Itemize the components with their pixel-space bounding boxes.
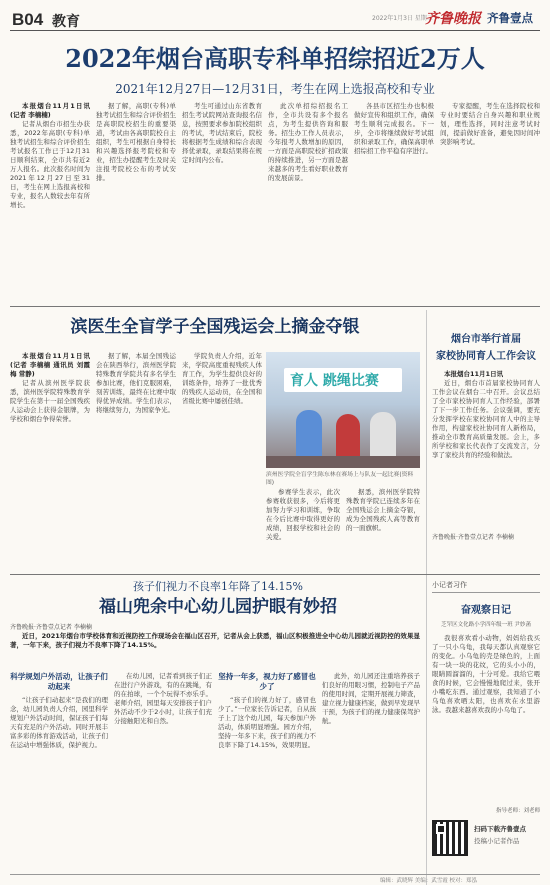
sports-text-2: 据了解，本届全国残运会在陕西举行，滨州医学院特殊教育学院共有多名学生参加比赛，他们克服困难，刻苦训练，最终在比赛中取得优异成绩。学生们表示，将继续努力，为国家争光。	[96, 352, 176, 414]
lead-column-3	[182, 102, 262, 300]
qr-label-2: 投稿小记者作品	[474, 837, 520, 845]
kids-text-4-body: 此外，幼儿园还注重培养孩子们良好的用眼习惯，控制电子产品的使用时间，定期开展视力筛查，建立视力健康档案，做到早发现早干预，为孩子们的视力健康保驾护航。	[322, 672, 420, 725]
sports-byline: 本报烟台11月1日讯(记者 李楠楠 通讯员 刘霞梅 常静)	[10, 352, 90, 378]
lead-byline: 本报烟台11月1日讯(记者 李楠楠)	[10, 102, 90, 119]
mid-divider	[10, 574, 540, 575]
masthead	[0, 0, 550, 30]
lead-column-6	[440, 102, 540, 300]
lead-text-5: 各县市区招生办也积极做好宣传和组织工作，确保考生顺利完成报名。下一步，全市将继续做好考试组织和录取工作，确保高职单招综招工作平稳有序进行。	[354, 102, 434, 155]
kids-headline: 福山兜余中心幼儿园护眼有妙招	[99, 597, 337, 617]
sidebar-signature: 齐鲁晚报·齐鲁壹点记者 李楠楠	[432, 534, 514, 541]
kids-column-2	[114, 672, 212, 872]
qr-corner	[436, 824, 446, 834]
photo-caption: 滨州医学院全盲学生陈东林在赛场上与队友一起比赛(资料图)	[266, 472, 414, 486]
mini-section	[432, 580, 540, 870]
qr-label-1: 扫码下载齐鲁壹点	[474, 825, 526, 833]
sidebar-headline-1: 烟台市举行首届	[451, 334, 521, 345]
mini-text	[432, 634, 540, 804]
kids-text-3	[218, 696, 316, 870]
footer-credits: 编辑：武晓辉 美编：武雪霞 校对：郑泓	[380, 878, 477, 884]
date-line: 2022年1月3日 星期二	[372, 15, 433, 22]
kids-pull-quote: 孩子们视力不良率1年降了14.15%	[133, 580, 303, 593]
sports-headline: 滨医生全盲学子全国残运会上摘金夺银	[70, 317, 360, 337]
brand-sub: 齐鲁壹点	[487, 11, 533, 25]
kids-column-3	[218, 672, 316, 872]
lead-text-3: 考生可通过山东省教育招生考试院网站查询报名信息，按照要求参加院校组织的考试，考试结束后，院校将根据考生成绩和综合表现择优录取，录取结果将在规定时间内公布。	[182, 102, 262, 164]
photo-floor	[266, 456, 420, 468]
mini-headline: 奋观察日记	[461, 605, 511, 616]
lead-column-4	[268, 102, 348, 300]
lead-text-1: 记者从烟台市招生办获悉，2022年高职(专科)单独考试招生和综合评价招生考试报名工作已于12月31日顺利结束，全市共有近2万人报名。此次报名时间为2021年12月27日至31日，考生在网上选报高校和专业，报名人数较去年有所增长。	[10, 120, 90, 209]
qr-code[interactable]	[432, 820, 468, 856]
sidebar-text	[432, 370, 540, 528]
sports-text-3: 学院负责人介绍，近年来，学院高度重视残疾人体育工作，为学生提供良好的训练条件，培养了一批优秀的残疾人运动员，在全国和省级比赛中屡创佳绩。	[182, 352, 262, 405]
sports-column-5	[346, 488, 420, 570]
mini-title: 小记者习作	[432, 580, 540, 593]
kids-lead-text: 近日，2021年烟台市学校体育和近视防控工作现场会在福山区召开，记者从会上获悉，福山区积极推进全中心幼儿园就近视防控的效果显著，一年下来，孩子们视力不良率下降了14.15%。	[10, 632, 420, 649]
lead-column-1	[10, 102, 90, 300]
page-code: B04	[12, 10, 44, 29]
kids-subhead-2: 坚持一年多，视力好了感冒也少了	[218, 672, 316, 691]
kids-subhead-1: 科学规划户外活动，让孩子们动起来	[10, 672, 108, 691]
sports-text-5: 据悉，滨州医学院特殊教育学院已连续多年在全国残运会上摘金夺银，成为全国残疾人高等教育的一面旗帜。	[346, 488, 420, 532]
kids-lead	[10, 632, 420, 668]
section-divider	[10, 306, 540, 307]
lead-subhead: 2021年12月27日—12月31日，考生在网上选报高校和专业	[115, 82, 435, 96]
mini-body: 我很喜欢看小动物，妈妈给我买了一只小乌龟，我每天都认真观察它的变化。小乌龟的壳是绿色的，上面有一块一块的花纹，它的头小小的，眼睛圆溜溜的，十分可爱。我给它喂食的时候，它会慢慢地爬过来，张开小嘴吃东西。通过观察，我知道了小乌龟喜欢晒太阳，也喜欢在水里游泳。我越来越喜欢我的小乌龟了。	[432, 634, 540, 714]
sidebar-box	[432, 330, 540, 570]
mini-byline: 芝罘区文化路小学四年级一班 尹妙菡	[441, 622, 531, 628]
lead-text-4: 此次单招综招报名工作，全市共设有多个报名点，为考生提供咨询和服务。招生办工作人员表示，今年报考人数增加的原因，一方面是高职院校扩招政策的持续推进，另一方面是越来越多的考生看好职业教育的发展前景。	[268, 102, 348, 182]
sports-column-2	[96, 352, 176, 570]
lead-column-2	[96, 102, 176, 300]
masthead-divider	[10, 30, 540, 31]
kids-text-1	[10, 696, 108, 870]
sports-text-1: 记者从滨州医学院获悉，滨州医学院特殊教育学院学生在第十一届全国残疾人运动会上获得金银牌，为学校和烟台争得荣誉。	[10, 379, 90, 423]
kids-byline: 齐鲁晚报·齐鲁壹点记者 李楠楠	[10, 624, 92, 631]
kids-column-4	[322, 672, 420, 872]
kids-text-3-body: “孩子们的视力好了，感冒也少了。”一位家长告诉记者，自从孩子上了这个幼儿园，每天参加户外活动，体质明显增强。园方介绍，坚持一年多下来，孩子们的视力不良率下降了14.15%，效果明显。	[218, 696, 316, 749]
sidebar-body: 近日，烟台市首届家校协同育人工作会议在烟台二中召开。会议总结了全市家校协同育人工作经验，部署了下一步工作任务。会议强调，要充分发挥学校在家校协同育人中的主导作用，构建家校社协同育人新格局，推动全市教育高质量发展。会上，多所学校和家长代表作了交流发言，分享了家校共育的经验和做法。	[432, 379, 540, 459]
sports-photo	[266, 352, 420, 468]
kids-text-2-body: 在幼儿园，记者看到孩子们正在进行户外游戏，有的在跳绳，有的在拍球，一个个玩得不亦乐乎。老师介绍，园里每天安排孩子们户外活动不少于2小时，让孩子们充分接触阳光和自然。	[114, 672, 212, 725]
kids-text-1-body: “让孩子们动起来”是我们的理念，幼儿园负责人介绍，园里科学规划户外活动时间，保证孩子们每天有充足的户外活动。同时开展丰富多彩的体育游戏活动，让孩子们在运动中增强体质，保护视力。	[10, 696, 108, 749]
brand-logo: 齐鲁晚报	[425, 11, 481, 27]
sidebar-rule	[426, 310, 427, 885]
mini-teacher: 指导老师：刘老师	[495, 808, 540, 814]
lead-text-6: 专家提醒，考生在选择院校和专业时要结合自身兴趣和职业规划，理性选择，同时注意考试时间，提前做好准备，避免因时间冲突影响考试。	[440, 102, 540, 146]
section-name: 教育	[52, 14, 80, 30]
kids-column-1	[10, 672, 108, 872]
lead-text-2: 据了解，高职(专科)单独考试招生和综合评价招生是高职院校招生的重要渠道，考试由各高职院校自主组织，考生可根据自身特长和兴趣选择报考院校和专业，招生办提醒考生及时关注报考院校公布的考试安排。	[96, 102, 176, 182]
sports-column-4	[266, 488, 340, 570]
lead-headline: 2022年烟台高职专科单招综招近2万人	[65, 44, 485, 73]
sports-column-1	[10, 352, 90, 570]
lead-column-5	[354, 102, 434, 300]
photo-banner-text: 育人 跳绳比赛	[290, 373, 379, 389]
sidebar-headline-2: 家校协同育人工作会议	[436, 351, 536, 362]
sports-text-4: 参赛学生表示，此次参赛收获很多，今后将更加努力学习和训练，争取在今后比赛中取得更好的成绩，回报学校和社会的关爱。	[266, 488, 340, 541]
sports-column-3	[182, 352, 262, 570]
sidebar-byline: 本报烟台11月1日讯	[444, 370, 504, 378]
footer-divider	[10, 874, 540, 875]
